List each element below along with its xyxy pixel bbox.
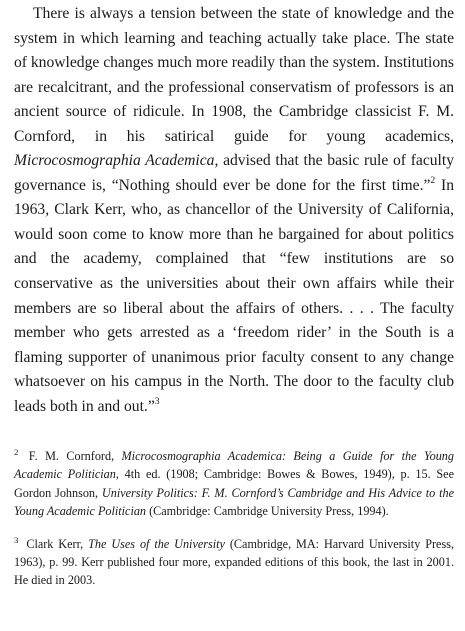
page-body bbox=[14, 2, 454, 419]
paragraph-text-1: There is always a tension between the state of knowledge and the system in which learning and teaching actually take place. The state of knowledge changes much more readily than the system. Institutions are recalcitrant, and the professional conservatism of professors is an ancient source of ridicule. In 1908, the Cambridge classicist F. M. Cornford, in his satirical guide for young academics, bbox=[14, 5, 454, 145]
footnote-2-text-c: (Cambridge: Cambridge University Press, 1994). bbox=[146, 504, 389, 519]
footnotes bbox=[14, 447, 454, 590]
footnote-2 bbox=[14, 447, 454, 521]
footnote-3-text-b: (Cambridge, MA: Harvard University Press, 1963), p. 99. Kerr published four more, expanded editions of this book, the last in 2001. He died in 2003. bbox=[14, 536, 454, 588]
footnote-2-text-a: F. M. Cornford, bbox=[21, 449, 122, 463]
footnote-ref-3[interactable]: 3 bbox=[154, 395, 160, 407]
footnote-3-title: The Uses of the University bbox=[88, 536, 225, 551]
footnote-3 bbox=[14, 535, 454, 590]
footnote-2-title-b: University Politics: F. M. Cornford’s Cambridge and His Advice to the Young Academic Politician bbox=[14, 485, 454, 519]
footnote-ref-2[interactable]: 2 bbox=[430, 174, 436, 186]
footnote-3-number: 3 bbox=[14, 534, 19, 545]
main-paragraph bbox=[14, 2, 454, 419]
paragraph-text-2: , advised that the basic rule of faculty governance is, “Nothing should ever be done for the first time.” bbox=[14, 152, 454, 194]
footnote-2-title-a: Microcosmographia Academica: Being a Guide for the Young Academic Politician bbox=[14, 449, 454, 482]
footnote-3-text-a: Clark Kerr, bbox=[21, 536, 89, 551]
paragraph-text-3: In 1963, Clark Kerr, who, as chancellor of the University of California, would soon come to know more than he bargained for about politics and the academy, complained that “few institutions are so conservative as the universities about their own affairs while their members are so liberal about the affairs of others. . . . The faculty member who gets arrested as a ‘freedom rider’ in the South is a flaming supporter of unanimous prior faculty consent to any change whatsoever on his campus in the North. The door to the faculty club leads both in and out.” bbox=[14, 176, 454, 415]
footnote-2-number: 2 bbox=[14, 446, 19, 457]
footnote-2-text-b: , 4th ed. (1908; Cambridge: Bowes & Bowes, 1949), p. 15. See Gordon Johnson, bbox=[14, 467, 454, 500]
book-title-microcosmographia: Microcosmographia Academica bbox=[14, 152, 215, 170]
